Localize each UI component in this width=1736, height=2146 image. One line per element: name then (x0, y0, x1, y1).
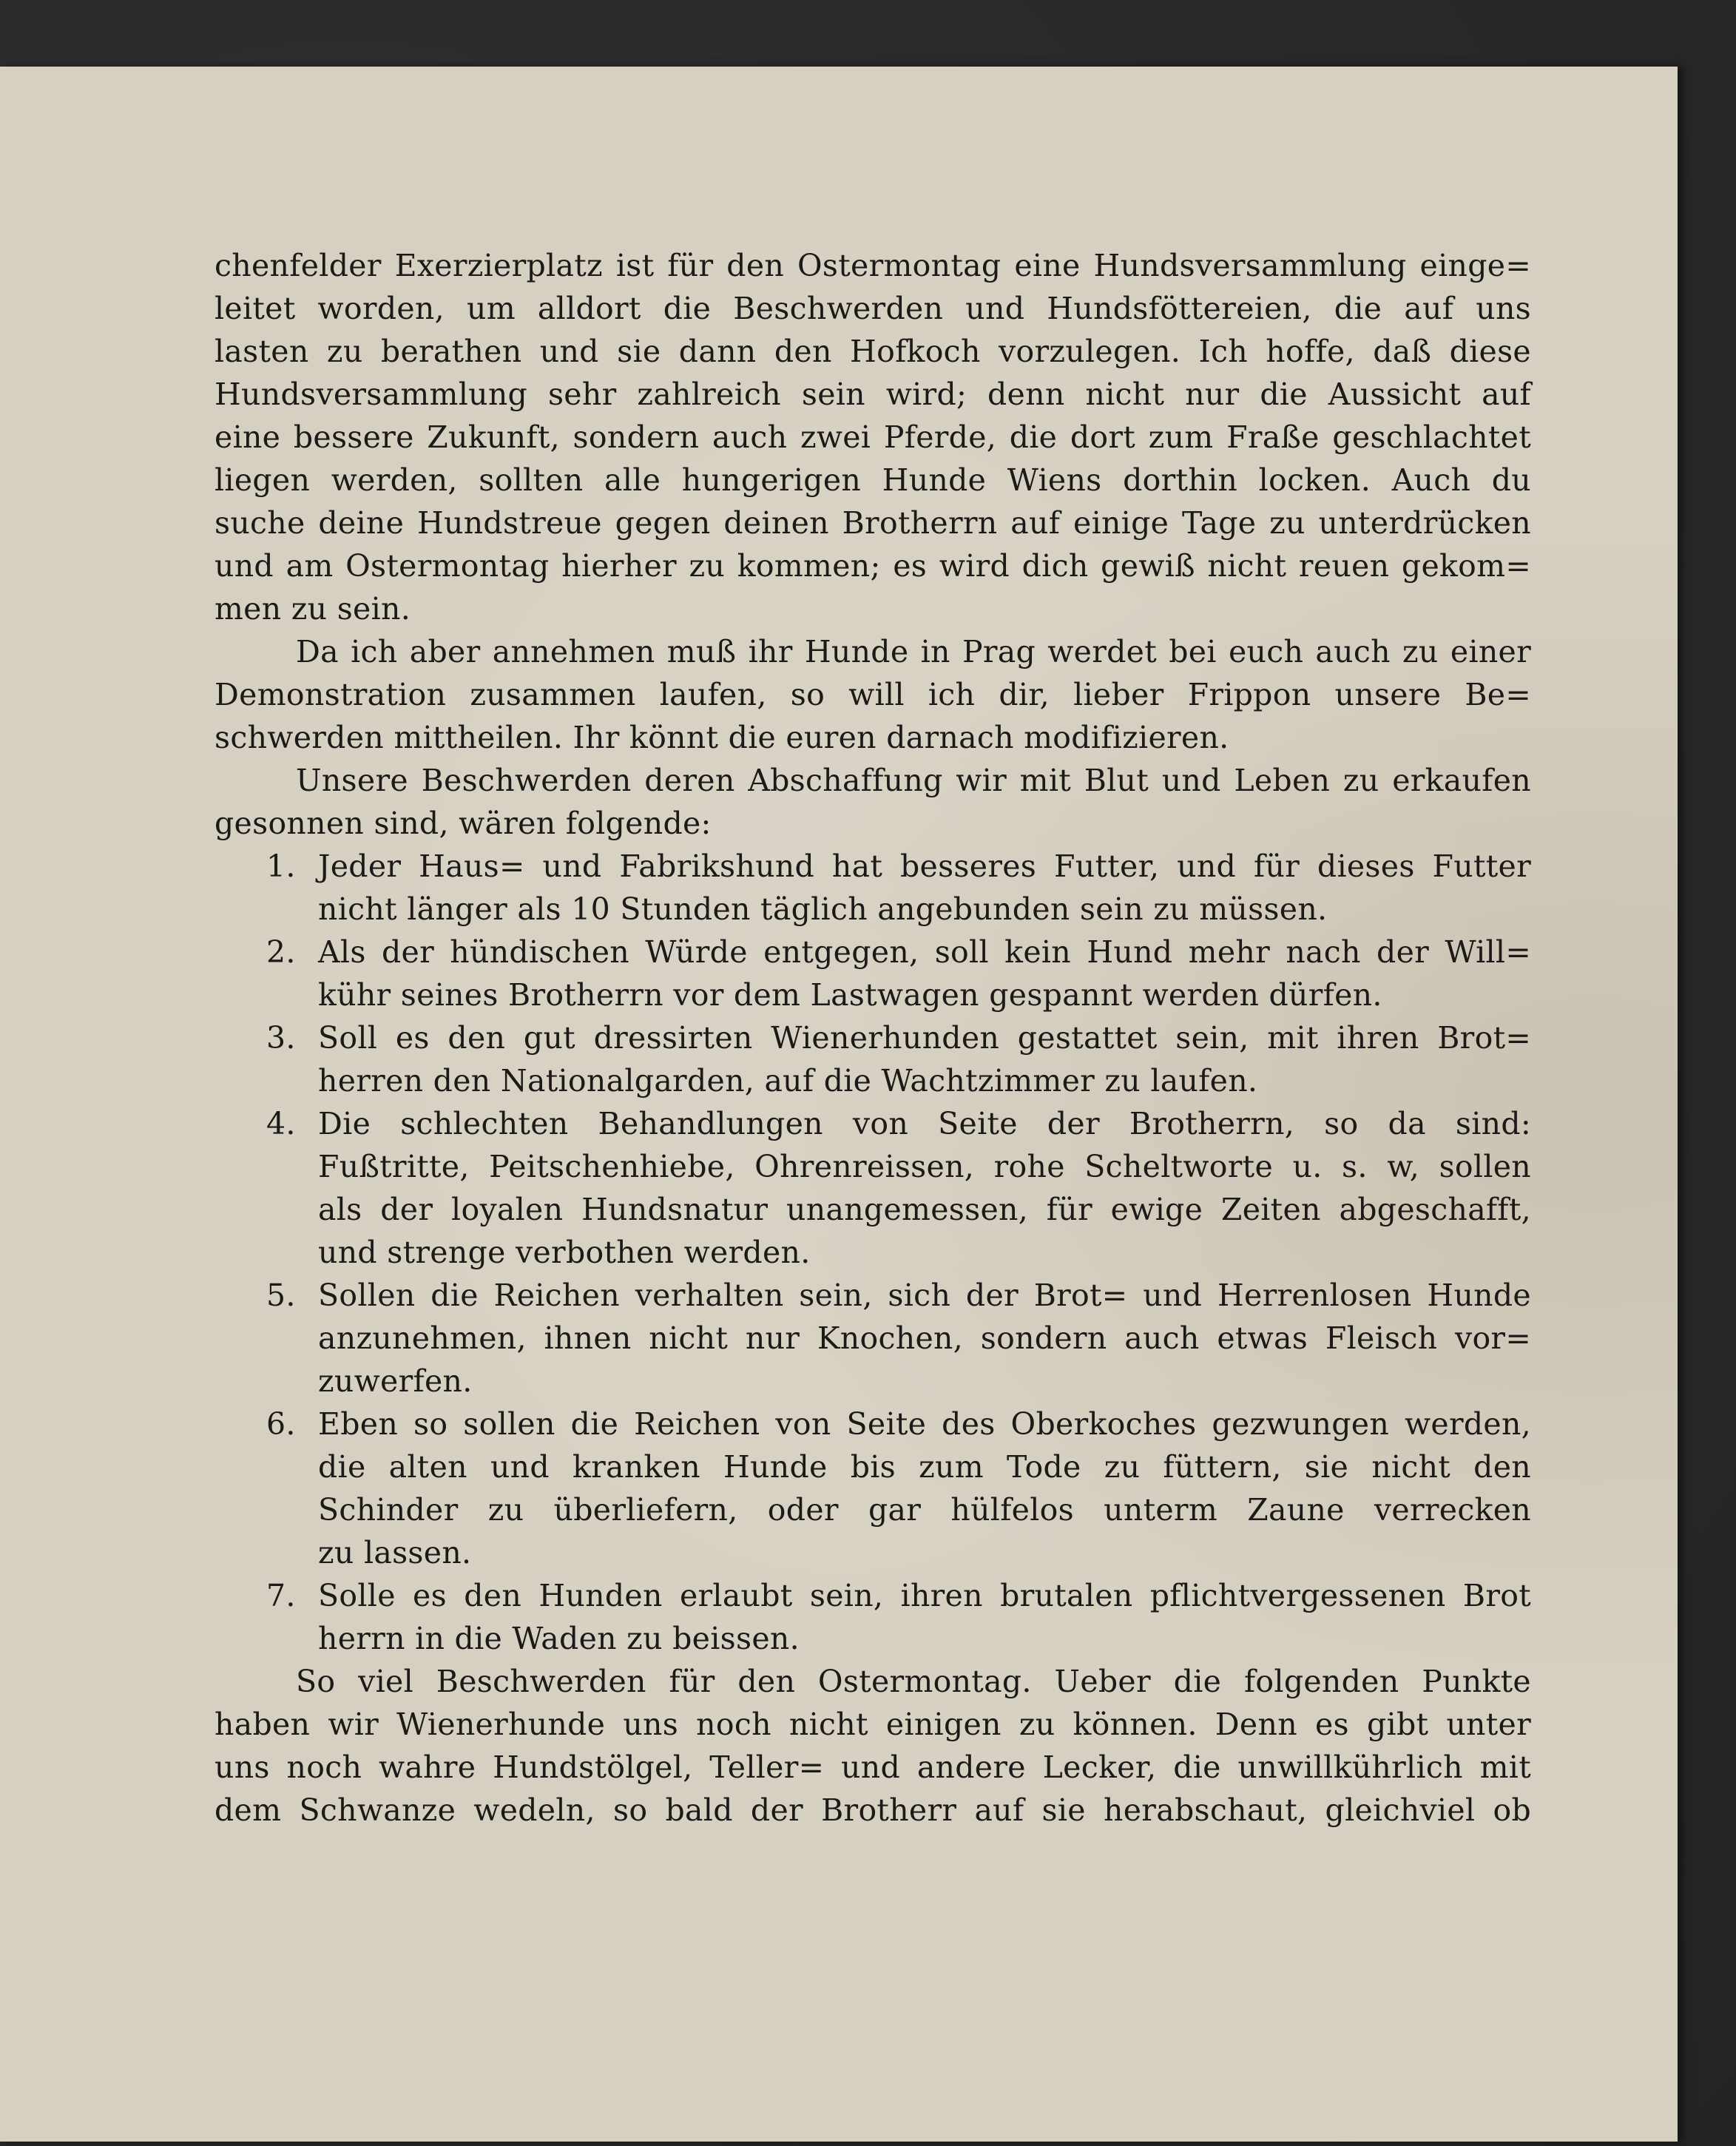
list-item (215, 1403, 1531, 1574)
text-line: und strenge verbothen werden. (318, 1235, 811, 1270)
paragraph-4 (215, 1660, 1531, 1832)
text-line: Sollen die Reichen verhalten sein, sich der Brot= und Herrenlosen Hunde (318, 1278, 1531, 1313)
text-line: Da ich aber annehmen muß ihr Hunde in Prag werdet bei euch auch zu einer (296, 634, 1531, 669)
text-line: herrn in die Waden zu beissen. (318, 1621, 800, 1656)
text-line: So viel Beschwerden für den Ostermontag. Ueber die folgenden Punkte (296, 1664, 1531, 1699)
text-line: Als der hündischen Würde entgegen, soll kein Hund mehr nach der Will= (318, 934, 1531, 970)
text-line: liegen werden, sollten alle hungerigen Hunde Wiens dorthin locken. Auch du (215, 462, 1531, 498)
grievance-list (215, 845, 1531, 1660)
text-line: men zu sein. (215, 591, 411, 627)
text-line: Solle es den Hunden erlaubt sein, ihren brutalen pflichtvergessenen Brot (318, 1578, 1531, 1613)
text-line: und am Ostermontag hierher zu kommen; es wird dich gewiß nicht reuen gekom= (215, 548, 1531, 584)
list-item (215, 1274, 1531, 1403)
paragraph-3 (215, 759, 1531, 845)
text-line: Die schlechten Behandlungen von Seite der Brotherrn, so da sind: (318, 1106, 1531, 1141)
document-page (0, 67, 1678, 2142)
list-number: 5. (266, 1278, 296, 1313)
text-line: zuwerfen. (318, 1363, 473, 1399)
list-item (215, 931, 1531, 1016)
text-line: chenfelder Exerzierplatz ist für den Ostermontag eine Hundsversammlung einge= (215, 248, 1531, 283)
text-line: Schinder zu überliefern, oder gar hülfelos unterm Zaune verrecken (318, 1492, 1531, 1528)
text-line: Unsere Beschwerden deren Abschaffung wir mit Blut und Leben zu erkaufen (296, 763, 1531, 798)
text-line: zu lassen. (318, 1535, 472, 1570)
list-number: 4. (266, 1106, 296, 1141)
text-line: kühr seines Brotherrn vor dem Lastwagen gespannt werden dürfen. (318, 977, 1382, 1013)
list-item (215, 1574, 1531, 1660)
text-line: leitet worden, um alldort die Beschwerden und Hundsföttereien, die auf uns (215, 291, 1531, 326)
paragraph-2 (215, 630, 1531, 759)
text-line: eine bessere Zukunft, sondern auch zwei Pferde, die dort zum Fraße geschlachtet (215, 419, 1531, 455)
list-item (215, 845, 1531, 931)
text-line: schwerden mittheilen. Ihr könnt die euren darnach modifizieren. (215, 720, 1229, 755)
text-line: haben wir Wienerhunde uns noch nicht einigen zu können. Denn es gibt unter (215, 1707, 1531, 1742)
list-number: 7. (266, 1578, 296, 1613)
paragraph-1 (215, 244, 1531, 630)
list-item (215, 1016, 1531, 1102)
text-line: Jeder Haus= und Fabrikshund hat besseres Futter, und für dieses Futter (318, 848, 1531, 884)
list-number: 1. (266, 848, 296, 884)
text-line: Hundsversammlung sehr zahlreich sein wird; denn nicht nur die Aussicht auf (215, 377, 1531, 412)
list-item (215, 1102, 1531, 1274)
text-line: anzunehmen, ihnen nicht nur Knochen, sondern auch etwas Fleisch vor= (318, 1320, 1531, 1356)
text-line: als der loyalen Hundsnatur unangemessen, für ewige Zeiten abgeschafft, (318, 1192, 1531, 1227)
text-line: lasten zu berathen und sie dann den Hofkoch vorzulegen. Ich hoffe, daß diese (215, 334, 1531, 369)
text-line: die alten und kranken Hunde bis zum Tode zu füttern, sie nicht den (318, 1449, 1531, 1485)
text-line: gesonnen sind, wären folgende: (215, 806, 712, 841)
list-number: 2. (266, 934, 296, 970)
list-number: 3. (266, 1020, 296, 1056)
text-line: Demonstration zusammen laufen, so will ich dir, lieber Frippon unsere Be= (215, 677, 1531, 712)
text-line: dem Schwanze wedeln, so bald der Brotherr auf sie herabschaut, gleichviel ob (215, 1792, 1531, 1828)
text-line: suche deine Hundstreue gegen deinen Brotherrn auf einige Tage zu unterdrücken (215, 505, 1531, 541)
text-line: herren den Nationalgarden, auf die Wachtzimmer zu laufen. (318, 1063, 1258, 1099)
text-line: Eben so sollen die Reichen von Seite des Oberkoches gezwungen werden, (318, 1406, 1531, 1442)
list-number: 6. (266, 1406, 296, 1442)
text-line: Soll es den gut dressirten Wienerhunden gestattet sein, mit ihren Brot= (318, 1020, 1531, 1056)
page-text (215, 244, 1531, 1832)
text-line: uns noch wahre Hundstölgel, Teller= und andere Lecker, die unwillkührlich mit (215, 1749, 1531, 1785)
text-line: nicht länger als 10 Stunden täglich angebunden sein zu müssen. (318, 891, 1328, 927)
text-line: Fußtritte, Peitschenhiebe, Ohrenreissen, rohe Scheltworte u. s. w, sollen (318, 1149, 1531, 1184)
